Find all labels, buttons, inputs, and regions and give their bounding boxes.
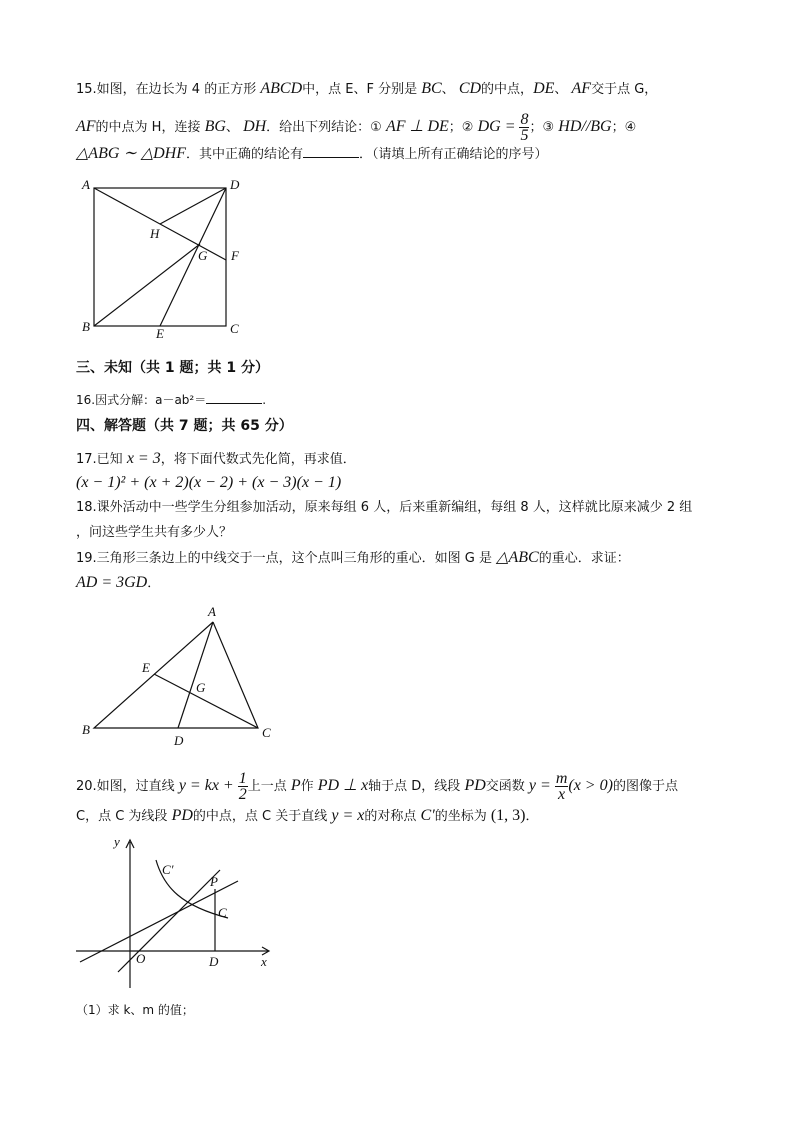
q15-line1: 15.如图，在边长为 4 的正方形 ABCD中，点 E、F 分别是 BC、 CD的中点，DE、 AF交于点 G， (76, 80, 658, 97)
section-3-heading: 三、未知（共 1 题；共 1 分） (76, 360, 269, 376)
q17-line1: 17.已知 x = 3，将下面代数式先化简，再求值． (76, 450, 356, 467)
fraction-m-x: $\frac{m}{x}$ (555, 770, 568, 803)
label-x: x (261, 954, 267, 969)
q18-line1: 18.课外活动中一些学生分组参加活动，原来每组 6 人，后来重新编组，每组 8 人，这样就比原来减少 2 组 (76, 500, 693, 515)
label-H: H (150, 226, 160, 241)
q17-expression: (x − 1)² + (x + 2)(x − 2) + (x − 3)(x − 1) (76, 474, 342, 491)
label-y: y (114, 834, 120, 849)
label-A: A (82, 177, 90, 192)
q18-line2: ，问这些学生共有多少人？ (76, 525, 233, 540)
label-D: D (209, 954, 219, 969)
label-C: C (218, 905, 227, 920)
q20-coordinate-figure (70, 832, 280, 994)
q20-line2: C，点 C 为线段 PD的中点，点 C 关于直线 y = x的对称点 C′的坐标为 (1, 3)． (76, 807, 539, 824)
label-E: E (156, 326, 164, 341)
q20-sub1: （1）求 k、m 的值； (76, 1003, 194, 1017)
q19-line1: 19.三角形三条边上的中线交于一点，这个点叫三角形的重心．如图 G 是 △ABC的重心．求证： (76, 549, 630, 566)
fraction-1-2: $\frac{1}{2}$ (238, 770, 247, 803)
label-P: P (210, 874, 218, 889)
label-F: F (231, 248, 239, 263)
label-Cprime: C′ (162, 862, 174, 877)
q19-line2: AD = 3GD． (76, 574, 161, 591)
q16: 16.因式分解：a－ab²＝ . (76, 393, 267, 407)
answer-blank (303, 145, 359, 158)
label-C: C (262, 725, 271, 740)
label-B: B (82, 319, 90, 334)
answer-blank (206, 391, 262, 404)
q15-line2: AF的中点为 H，连接 BG、 DH．给出下列结论：① AF ⊥ DE；② DG = $\frac{8}{5}$ ；③ HD//BG；④ (76, 111, 637, 144)
q15-square-figure (78, 176, 248, 344)
label-A: A (208, 604, 216, 619)
label-E: E (142, 660, 150, 675)
label-D: D (174, 733, 184, 748)
section-4-heading: 四、解答题（共 7 题；共 65 分） (76, 418, 293, 434)
label-D: D (230, 177, 240, 192)
label-O: O (136, 951, 146, 966)
label-G: G (196, 680, 206, 695)
label-G: G (198, 248, 208, 263)
label-B: B (82, 722, 90, 737)
q19-triangle-figure (78, 600, 288, 750)
q20-line1: 20.如图，过直线 y = kx + $\frac{1}{2}$ 上一点 P作 PD ⊥ x轴于点 D，线段 PD交函数 y = $\frac{m}{x}$ (x > 0)的图像于点 (76, 770, 678, 803)
q15-line3: △ABG ∼ △DHF．其中正确的结论有 ．（请填上所有正确结论的序号） (76, 145, 548, 162)
label-C: C (230, 321, 239, 336)
fraction-8-5: $\frac{8}{5}$ (520, 111, 529, 144)
